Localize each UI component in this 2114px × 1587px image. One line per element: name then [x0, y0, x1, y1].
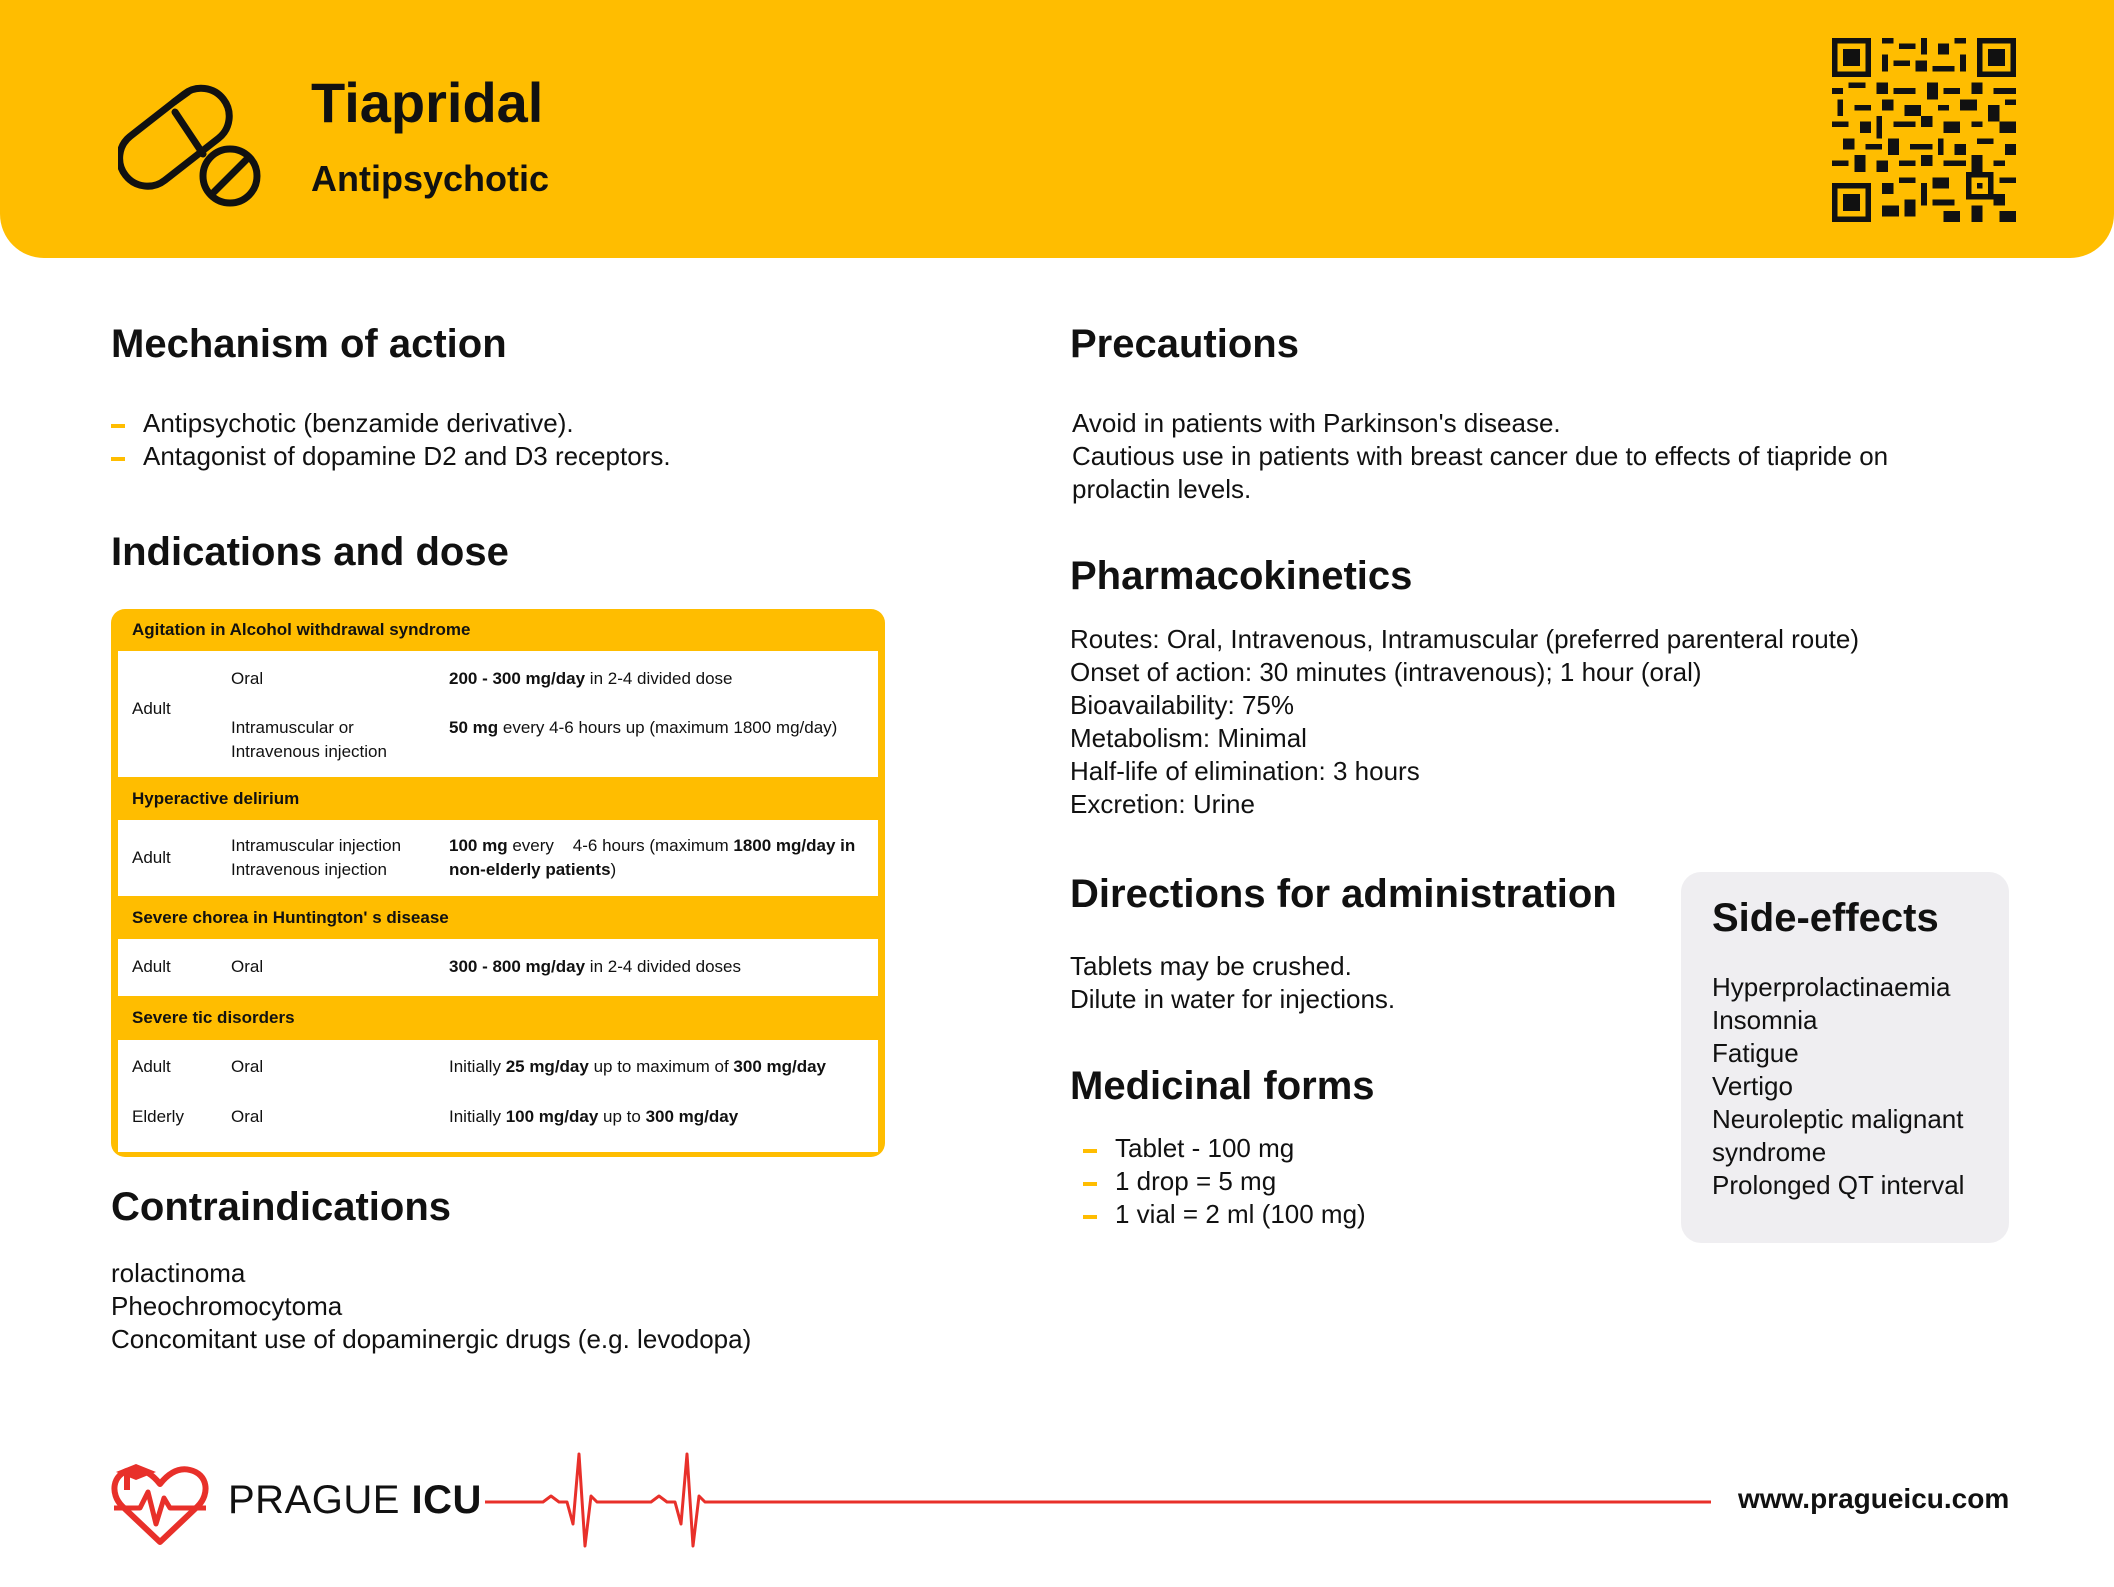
directions-title: Directions for administration: [1070, 872, 1617, 916]
pk-line: Metabolism: Minimal: [1070, 723, 1307, 753]
list-item: Antipsychotic (benzamide derivative).: [111, 407, 671, 440]
dose-detail: ): [610, 860, 617, 879]
route-cell: Intramuscular or Intravenous injection: [231, 718, 387, 761]
indication-heading: Severe tic disorders: [132, 1008, 295, 1027]
dose-cell: [449, 716, 864, 740]
mechanism-list: [111, 407, 671, 473]
list-item: 1 drop = 5 mg: [1083, 1165, 1366, 1198]
indication-body: [118, 651, 878, 777]
dose-value: 300 - 800 mg/day: [449, 957, 586, 976]
list-item: Vertigo: [1712, 1071, 1793, 1101]
dose-detail: in 2-4 divided dose: [585, 669, 733, 688]
drug-name: Tiapridal: [311, 71, 544, 134]
indications-title: Indications and dose: [111, 530, 509, 574]
side-effects-box: [1681, 872, 2009, 1243]
dose-value: 25 mg/day: [505, 1057, 589, 1076]
patient-cell: Adult: [132, 957, 171, 976]
pk-line: Onset of action: 30 minutes (intravenous); 1 hour (oral): [1070, 657, 1702, 687]
list-item: Concomitant use of dopaminergic drugs (e.g. levodopa): [111, 1324, 752, 1354]
dose-cell: [449, 834, 869, 882]
indication-body: [118, 820, 878, 896]
pharmacokinetics-title: Pharmacokinetics: [1070, 554, 1413, 598]
side-effects-title: Side-effects: [1712, 896, 1939, 940]
list-item: Insomnia: [1712, 1005, 1818, 1035]
precautions-title: Precautions: [1070, 322, 1299, 366]
brand-name: [228, 1478, 482, 1523]
list-item: rolactinoma: [111, 1258, 246, 1288]
dose-value: 50 mg: [449, 718, 499, 737]
dose-detail: Initially: [449, 1057, 506, 1076]
precaution-line: Avoid in patients with Parkinson's disease.: [1072, 408, 1561, 438]
brand-light: PRAGUE: [228, 1478, 412, 1522]
indication-body: [118, 939, 878, 996]
pk-line: Bioavailability: 75%: [1070, 690, 1295, 720]
dose-value: 100 mg: [449, 836, 508, 855]
pk-line: Excretion: Urine: [1070, 789, 1255, 819]
dose-value: 300 mg/day: [733, 1057, 827, 1076]
patient-cell: Elderly: [132, 1107, 184, 1126]
patient-cell: Adult: [132, 1057, 171, 1076]
dose-detail: every 4-6 hours (maximum: [507, 836, 734, 855]
route-cell: Oral: [231, 669, 264, 688]
dose-value: 100 mg/day: [505, 1107, 599, 1126]
patient-cell: Adult: [132, 699, 171, 718]
header-banner: [0, 0, 2114, 258]
contraindications-title: Contraindications: [111, 1185, 452, 1229]
precautions-text: [1072, 407, 1922, 506]
indication-heading: Agitation in Alcohol withdrawal syndrome: [132, 620, 471, 639]
medicinal-forms-list: [1083, 1132, 1366, 1231]
route-cell: Intramuscular injection Intravenous injection: [231, 836, 402, 879]
medicinal-forms-title: Medicinal forms: [1070, 1064, 1375, 1108]
indication-body: [118, 1040, 878, 1152]
dose-detail: every 4-6 hours up (maximum 1800 mg/day): [498, 718, 838, 737]
list-item: Tablet - 100 mg: [1083, 1132, 1366, 1165]
dose-detail: up to: [598, 1107, 646, 1126]
dose-cell: [449, 1105, 869, 1129]
list-item: Hyperprolactinaemia: [1712, 972, 1951, 1002]
route-cell: Oral: [231, 957, 264, 976]
dose-value: 1800 mg/day in non-elderly patients: [449, 836, 856, 879]
dose-detail: in 2-4 divided doses: [585, 957, 742, 976]
brand-bold: ICU: [411, 1478, 482, 1522]
dose-detail: Initially: [449, 1107, 506, 1126]
dose-value: 300 mg/day: [645, 1107, 739, 1126]
contraindications-list: [111, 1257, 751, 1356]
mechanism-title: Mechanism of action: [111, 322, 507, 366]
drug-class: Antipsychotic: [311, 158, 550, 199]
route-cell: Oral: [231, 1107, 264, 1126]
precaution-line: Cautious use in patients with breast cancer due to effects of tiapride on prolactin levels.: [1072, 441, 1889, 504]
indication-heading: Severe chorea in Huntington' s disease: [132, 907, 449, 927]
list-item: Neuroleptic malignant syndrome: [1712, 1104, 1964, 1167]
direction-line: Dilute in water for injections.: [1070, 984, 1396, 1014]
website-link[interactable]: www.pragueicu.com: [1738, 1483, 2010, 1514]
directions-text: [1070, 950, 1395, 1016]
pk-line: Half-life of elimination: 3 hours: [1070, 756, 1420, 786]
list-item: Antagonist of dopamine D2 and D3 receptors.: [111, 440, 671, 473]
dose-value: 200 - 300 mg/day: [449, 669, 586, 688]
side-effects-list: [1712, 971, 1992, 1202]
route-cell: Oral: [231, 1057, 264, 1076]
indications-table: [111, 609, 885, 1157]
list-item: Prolonged QT interval: [1712, 1170, 1965, 1200]
dose-cell: [449, 667, 869, 691]
patient-cell: Adult: [132, 848, 171, 867]
direction-line: Tablets may be crushed.: [1070, 951, 1352, 981]
dose-cell: [449, 1055, 849, 1079]
list-item: Fatigue: [1712, 1038, 1799, 1068]
heart-logo-icon: [110, 1462, 210, 1546]
pk-line: Routes: Oral, Intravenous, Intramuscular (preferred parenteral route): [1070, 624, 1860, 654]
pill-icon: [118, 72, 268, 212]
pharmacokinetics-text: [1070, 623, 1859, 821]
dose-cell: [449, 955, 869, 979]
ecg-line-icon: [483, 1450, 1713, 1554]
list-item: Pheochromocytoma: [111, 1291, 343, 1321]
dose-detail: up to maximum of: [588, 1057, 734, 1076]
indication-heading: Hyperactive delirium: [132, 788, 300, 808]
qr-code[interactable]: [1832, 38, 2016, 222]
list-item: 1 vial = 2 ml (100 mg): [1083, 1198, 1366, 1231]
